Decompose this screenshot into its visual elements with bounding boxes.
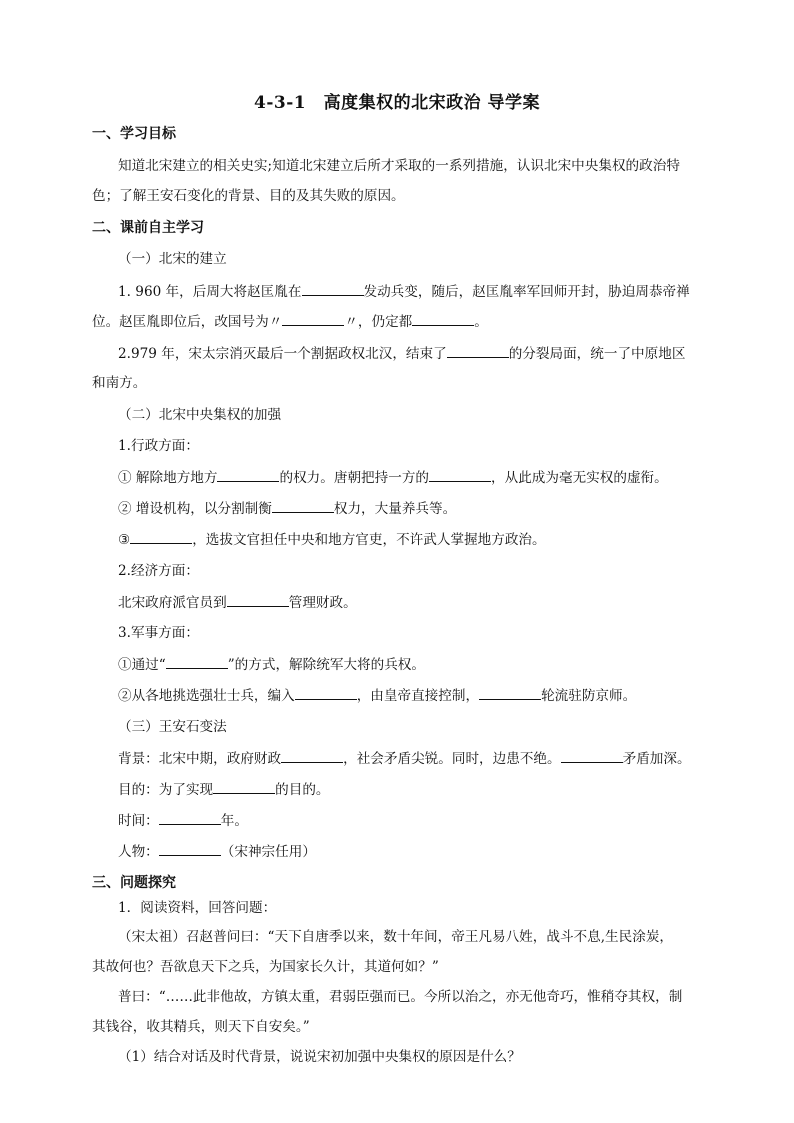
subheading-centralization: （二）北宋中央集权的加强 bbox=[118, 407, 282, 423]
section-heading-self-study: 二、课前自主学习 bbox=[92, 220, 204, 236]
fill-blank[interactable] bbox=[302, 281, 364, 296]
objectives-line-2: 色；了解王安石变化的背景、目的及其失败的原因。 bbox=[92, 188, 405, 204]
question-1-line-1: 1. 960 年，后周大将赵匡胤在 发动兵变，随后，赵匡胤率军回师开封，胁迫周恭帝禅 bbox=[118, 281, 694, 302]
fill-blank[interactable] bbox=[479, 685, 541, 700]
econ-heading: 2.经济方面： bbox=[118, 563, 199, 579]
reading-line-3: 普曰：“……此非他故，方镇太重，君弱臣强而已。今所以治之，亦无他奇巧，惟稍夺其权，制 bbox=[118, 989, 683, 1005]
inquiry-question-1: 1．阅读资料，回答问题： bbox=[118, 900, 277, 916]
admin-heading: 1.行政方面： bbox=[118, 438, 199, 454]
econ-item-1: 北宋政府派官员到 管理财政。 bbox=[118, 592, 694, 613]
military-heading: 3.军事方面： bbox=[118, 625, 199, 641]
page-title: 4-3-1 高度集权的北宋政治 导学案 bbox=[253, 93, 540, 113]
fill-blank[interactable] bbox=[429, 467, 491, 482]
fill-blank[interactable] bbox=[213, 779, 275, 794]
fill-blank[interactable] bbox=[217, 467, 279, 482]
fill-blank[interactable] bbox=[412, 311, 474, 326]
admin-item-1: ① 解除地方地方 的权力。唐朝把持一方的 ，从此成为毫无实权的虚衔。 bbox=[118, 467, 694, 488]
section-heading-objectives: 一、学习目标 bbox=[92, 126, 176, 142]
admin-item-3: ③ ，选拔文官担任中央和地方官吏，不许武人掌握地方政治。 bbox=[118, 529, 694, 550]
fill-blank[interactable] bbox=[159, 841, 221, 856]
fill-blank[interactable] bbox=[281, 748, 343, 763]
objectives-line-1: 知道北宋建立的相关史实;知道北宋建立后所才采取的一系列措施，认识北宋中央集权的政治特 bbox=[118, 158, 680, 174]
reading-line-1: （宋太祖）召赵普问曰：“天下自唐季以来，数十年间，帝王凡易八姓，战斗不息,生民涂炭， bbox=[118, 929, 674, 945]
fill-blank[interactable] bbox=[159, 810, 221, 825]
reform-aim: 目的：为了实现 的目的。 bbox=[118, 779, 694, 800]
reading-line-4: 其钱谷，收其精兵，则天下自安矣。” bbox=[92, 1019, 310, 1035]
fill-blank[interactable] bbox=[282, 311, 344, 326]
question-2-line-1: 2.979 年，宋太宗消灭最后一个割据政权北汉，结束了 的分裂局面，统一了中原地区 bbox=[118, 343, 694, 364]
reform-person: 人物： （宋神宗任用） bbox=[118, 841, 694, 862]
admin-item-2: ② 增设机构，以分割制衡 权力，大量养兵等。 bbox=[118, 498, 694, 519]
fill-blank[interactable] bbox=[447, 343, 509, 358]
fill-blank[interactable] bbox=[272, 498, 334, 513]
inquiry-subquestion-1: （1）结合对话及时代背景，说说宋初加强中央集权的原因是什么？ bbox=[118, 1049, 521, 1065]
subheading-reform: （三）王安石变法 bbox=[118, 719, 227, 735]
reform-time: 时间： 年。 bbox=[118, 810, 694, 831]
reading-line-2: 其故何也？吾欲息天下之兵，为国家长久计，其道何如？” bbox=[92, 959, 439, 975]
military-item-1: ①通过“ ”的方式，解除统军大将的兵权。 bbox=[118, 654, 694, 675]
fill-blank[interactable] bbox=[130, 529, 192, 544]
question-2-line-2: 和南方。 bbox=[92, 375, 147, 391]
subheading-founding: （一）北宋的建立 bbox=[118, 251, 227, 267]
fill-blank[interactable] bbox=[561, 748, 623, 763]
fill-blank[interactable] bbox=[166, 654, 228, 669]
military-item-2: ②从各地挑选强壮士兵，编入 ，由皇帝直接控制， 轮流驻防京师。 bbox=[118, 685, 694, 706]
section-heading-inquiry: 三、问题探究 bbox=[92, 875, 176, 891]
question-1-line-2: 位。赵匡胤即位后，改国号为〃 〃，仍定都 。 bbox=[92, 311, 694, 332]
fill-blank[interactable] bbox=[227, 592, 289, 607]
reform-background: 背景：北宋中期，政府财政 ，社会矛盾尖锐。同时，边患不绝。 矛盾加深。 bbox=[118, 748, 694, 769]
fill-blank[interactable] bbox=[295, 685, 357, 700]
